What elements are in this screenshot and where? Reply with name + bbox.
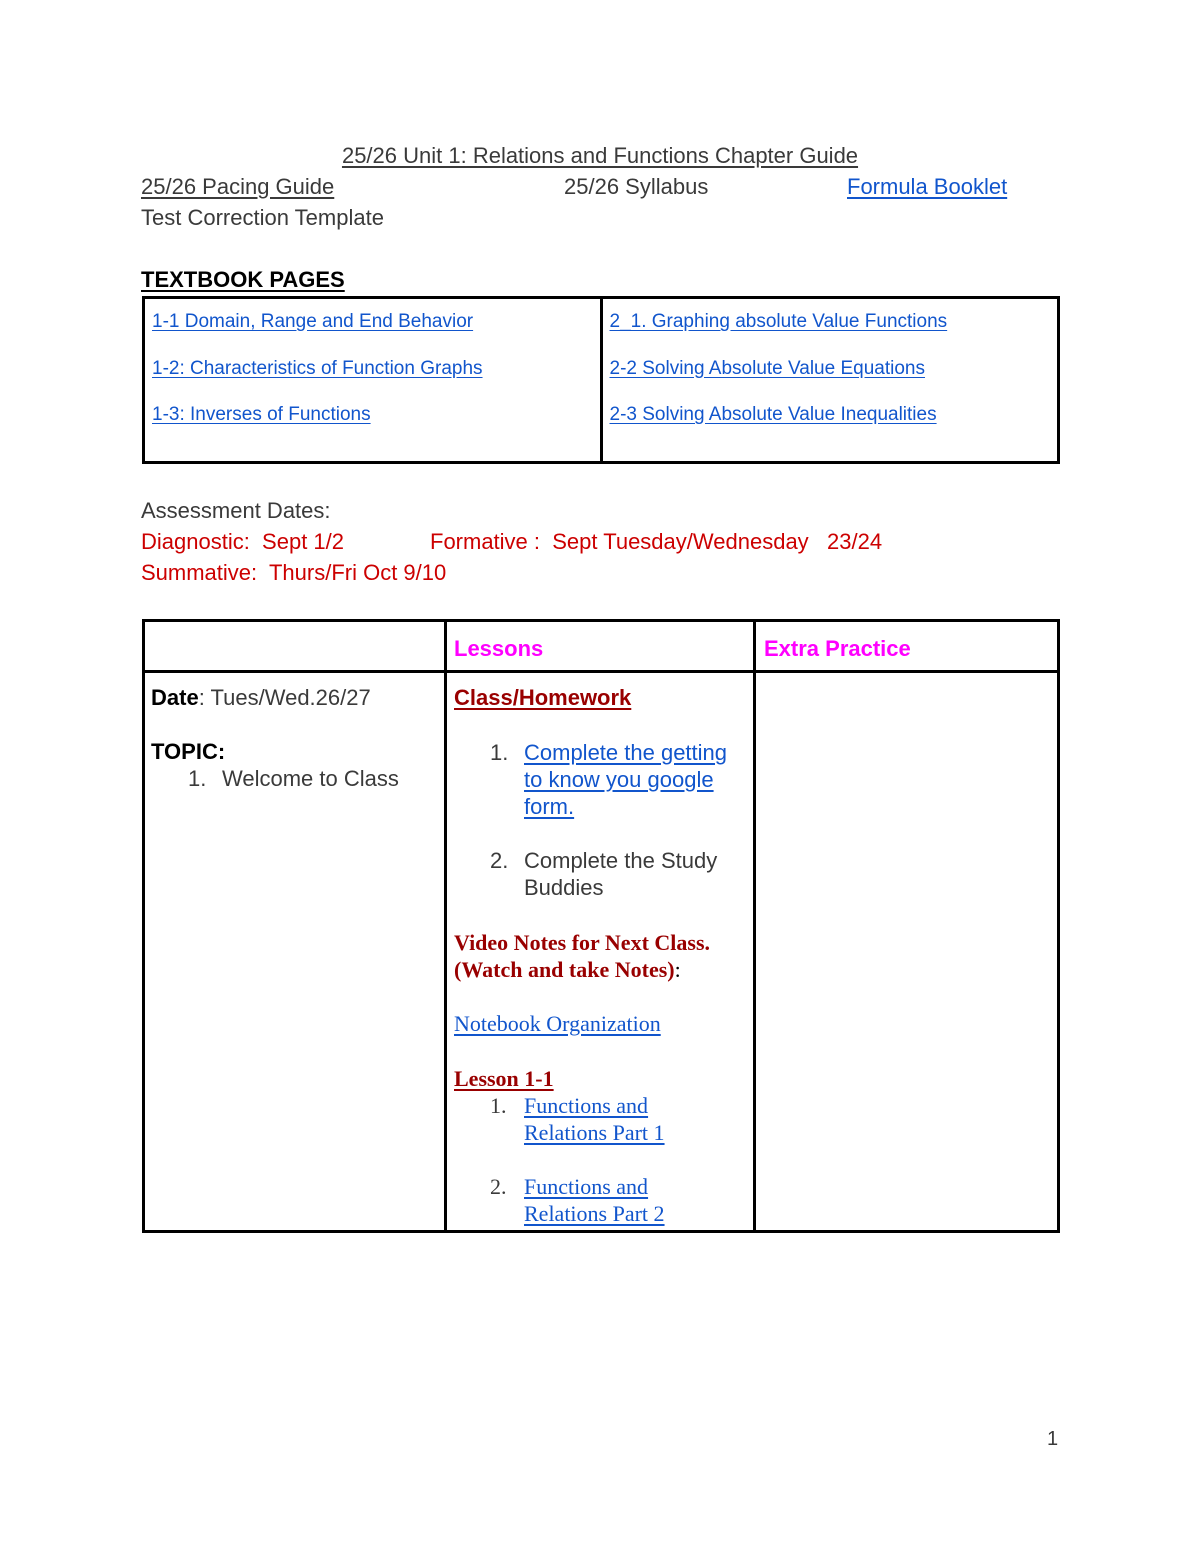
video-notes-colon: : xyxy=(674,957,681,982)
lessons-column-header: Lessons xyxy=(454,636,544,661)
lesson-1-1-heading: Lesson 1-1 xyxy=(454,1066,554,1091)
date-label: Date xyxy=(151,685,199,710)
lesson-item1-line: Relations Part 1 xyxy=(524,1120,665,1145)
hw-item2-line: Buddies xyxy=(524,875,604,900)
textbook-link-1-2[interactable]: 1-2: Characteristics of Function Graphs xyxy=(152,357,483,379)
hw-item1-line: form. xyxy=(524,794,575,819)
class-homework-heading: Class/Homework xyxy=(454,685,632,710)
functions-relations-part2-link[interactable] xyxy=(524,1173,665,1227)
textbook-link-2-1[interactable]: 2_1. Graphing absolute Value Functions xyxy=(609,311,948,332)
topic-number: 1. xyxy=(188,766,207,791)
topic-item: Welcome to Class xyxy=(222,766,399,791)
schedule-table xyxy=(142,619,1060,1233)
textbook-link-1-1[interactable]: 1-1 Domain, Range and End Behavior xyxy=(152,311,474,332)
assessment-dates-heading: Assessment Dates: xyxy=(141,498,331,523)
lesson-number-1: 1. xyxy=(490,1093,507,1118)
video-notes-line: (Watch and take Notes) xyxy=(454,957,675,982)
diagnostic-date: Diagnostic: Sept 1/2 xyxy=(141,529,345,554)
hw-item2-line: Complete the Study xyxy=(524,848,718,873)
lesson-number-2: 2. xyxy=(490,1174,507,1199)
schedule-header-row xyxy=(145,622,1057,673)
page-number: 1 xyxy=(1047,1428,1059,1450)
syllabus-link[interactable]: 25/26 Syllabus xyxy=(564,174,709,199)
date-line xyxy=(151,685,371,711)
hw-item1-line: Complete the getting xyxy=(524,740,728,765)
getting-to-know-you-form-link[interactable] xyxy=(524,739,749,820)
extra-practice-column-header: Extra Practice xyxy=(764,636,911,661)
column-divider xyxy=(753,622,756,1230)
textbook-link-2-3[interactable]: 2-3 Solving Absolute Value Inequalities xyxy=(609,404,937,425)
lesson-item1-line: Functions and xyxy=(524,1093,649,1118)
document-title: 25/26 Unit 1: Relations and Functions Chapter Guide xyxy=(341,143,859,168)
lesson-item2-line: Relations Part 2 xyxy=(524,1201,665,1226)
video-notes-heading xyxy=(454,929,710,983)
textbook-pages-table xyxy=(142,296,1060,464)
formula-booklet-link[interactable]: Formula Booklet xyxy=(847,174,1008,199)
hw-number-2: 2. xyxy=(490,848,509,873)
hw-item1-line: to know you google xyxy=(524,767,714,792)
textbook-column-right xyxy=(600,299,1058,461)
textbook-pages-heading: TEXTBOOK PAGES xyxy=(141,267,345,292)
functions-relations-part1-link[interactable] xyxy=(524,1092,665,1146)
topic-label: TOPIC: xyxy=(151,739,226,764)
summative-date: Summative: Thurs/Fri Oct 9/10 xyxy=(141,560,447,585)
video-notes-line: Video Notes for Next Class. xyxy=(454,930,711,955)
study-buddies-item xyxy=(524,847,717,901)
formative-date: Formative : Sept Tuesday/Wednesday 23/24 xyxy=(430,529,883,554)
textbook-column-left xyxy=(145,299,600,461)
textbook-link-2-2[interactable]: 2-2 Solving Absolute Value Equations xyxy=(609,357,925,379)
lesson-item2-line: Functions and xyxy=(524,1174,649,1199)
hw-number-1: 1. xyxy=(490,740,509,765)
column-divider xyxy=(444,622,447,1230)
textbook-link-1-3[interactable]: 1-3: Inverses of Functions xyxy=(152,404,371,425)
test-correction-template-link[interactable]: Test Correction Template xyxy=(141,205,384,230)
pacing-guide-link[interactable]: 25/26 Pacing Guide xyxy=(141,174,335,199)
notebook-organization-link[interactable]: Notebook Organization xyxy=(454,1011,661,1036)
date-value: : Tues/Wed.26/27 xyxy=(198,685,371,710)
